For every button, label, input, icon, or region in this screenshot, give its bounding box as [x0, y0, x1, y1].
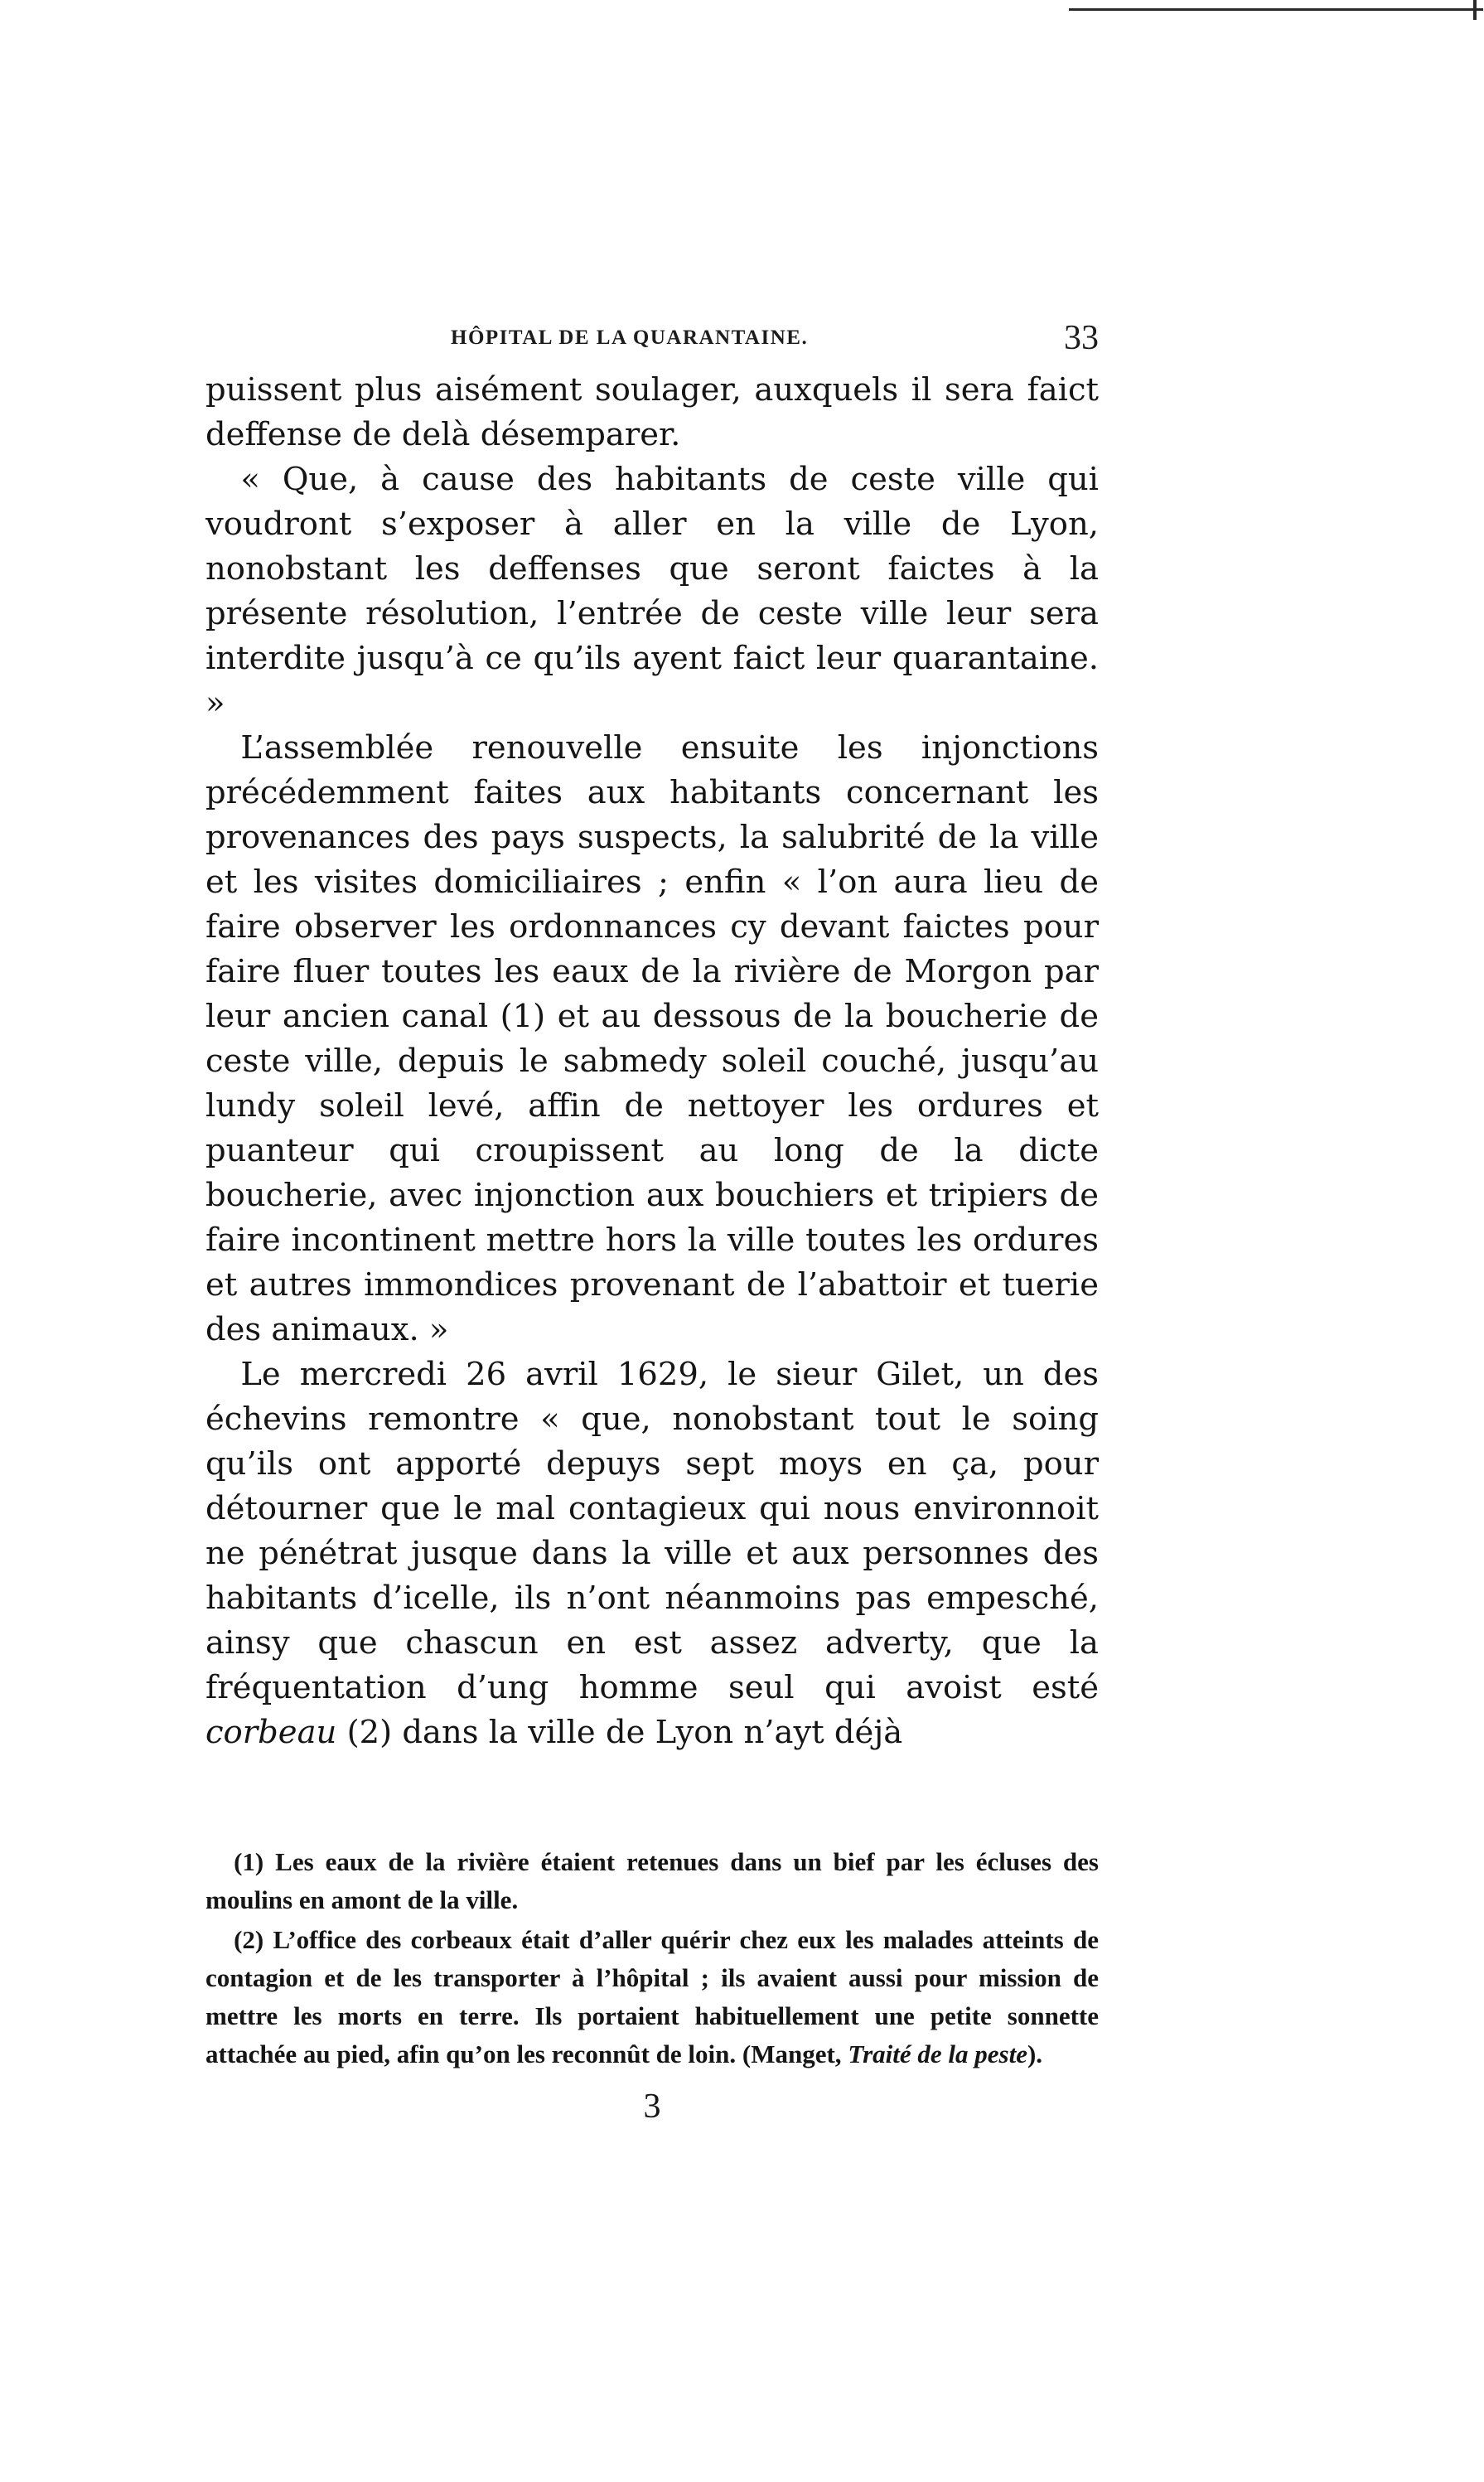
paragraph-1: puissent plus aisément soulager, auxquels il sera faict deffense de delà désemparer. — [205, 371, 1099, 453]
footnotes — [205, 1843, 1099, 2073]
paragraph-4-text: Le mercredi 26 avril 1629, le sieur Gilet, un des échevins remontre « que, nonobstant tout le soing qu’ils ont apporté depuys sept moys en ça, pour détourner que le mal contagieux qui nous environnoit ne pénétrat jusque dans la ville et aux personnes des habitants d’icelle, ils n’ont néanmoins pas empesché, ainsy que chascun en est assez adverty, que la fréquentation d’ung homme seul qui avoist esté — [205, 1356, 1099, 1706]
paragraph-4 — [205, 1352, 1099, 1755]
paragraph-4-italic: corbeau — [205, 1714, 337, 1751]
footnote-1: (1) Les eaux de la rivière étaient retenues dans un bief par les écluses des moulins en amont de la ville. — [205, 1847, 1099, 1914]
top-edge-rule — [1069, 8, 1483, 11]
running-title: HÔPITAL DE LA QUARANTAINE. — [451, 327, 809, 349]
footnote-2-end: ). — [1027, 2039, 1043, 2068]
paragraph-2: « Que, à cause des habitants de ceste ville qui voudront s’exposer à aller en la ville de Lyon, nonobstant les deffenses que seront faictes à la présente résolution, l’entrée de ceste ville leur sera interdite jusqu’à ce qu’ils ayent faict leur quarantaine. » — [205, 461, 1099, 722]
top-edge-mark — [1473, 0, 1477, 20]
paragraph-3: L’assemblée renouvelle ensuite les injonctions précédemment faites aux habitants concernant les provenances des pays suspects, la salubrité de la ville et les visites domiciliaires ; enfin « l’on aura lieu de faire observer les ordonnances cy devant faictes pour faire fluer toutes les eaux de la rivière de Morgon par leur ancien canal (1) et au dessous de la boucherie de ceste ville, depuis le sabmedy soleil couché, jusqu’au lundy soleil levé, affin de nettoyer les ordures et puanteur qui croupissent au long de la dicte boucherie, avec injonction aux bouchiers et tripiers de faire incontinent mettre hors la ville toutes les ordures et autres immondices provenant de l’abattoir et tuerie des animaux. » — [205, 729, 1099, 1348]
footnote-2-italic: Traité de la peste — [848, 2039, 1027, 2068]
book-page — [205, 315, 1099, 2126]
running-header — [205, 315, 1099, 368]
paragraph-4-end: (2) dans la ville de Lyon n’ayt déjà — [336, 1714, 903, 1751]
footnote-2-text: (2) L’office des corbeaux était d’aller quérir chez eux les malades atteints de contagion et de les transporter à l’hôpital ; ils avaient aussi pour mission de mettre les morts en terre. Ils portaient habituellement une petite sonnette attachée au pied, afin qu’on les reconnût de loin. (Manget, — [205, 1925, 1099, 2068]
body-text — [205, 368, 1099, 1755]
footnote-2 — [205, 1921, 1099, 2073]
page-number: 33 — [1064, 319, 1099, 357]
signature-mark: 3 — [643, 2088, 661, 2126]
